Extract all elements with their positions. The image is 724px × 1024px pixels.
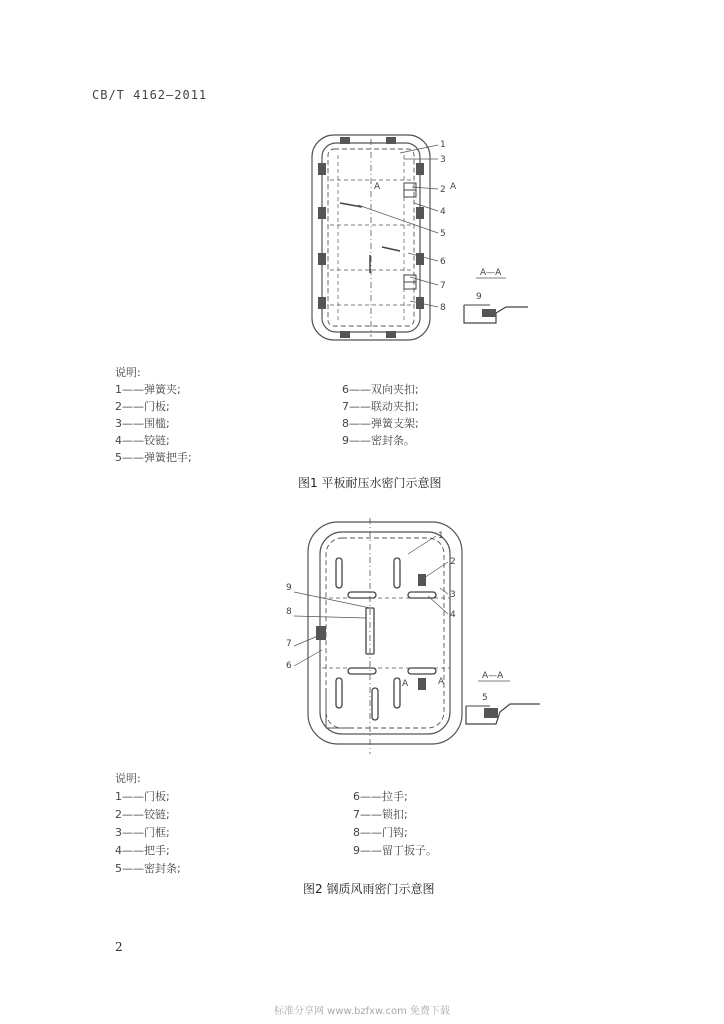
fig2-legend-item: 9——留丁扳子。 [353,844,437,857]
fig2-callout-6: 6 [286,661,292,671]
fig2-legend-item: 5——密封条; [115,862,181,875]
page-number: 2 [115,940,123,954]
fig1-legend-item: 8——弹簧支架; [342,417,419,430]
fig2-callout-8: 8 [286,607,292,617]
fig1-callout-4: 4 [440,207,446,217]
fig1-legend-item: 5——弹簧把手; [115,451,192,464]
fig2-callout-9: 9 [286,583,292,593]
fig1-legend-title: 说明: [115,366,141,379]
fig1-legend-item: 1——弹簧夹; [115,383,181,396]
fig2-callout-3: 3 [450,590,456,600]
fig1-legend-item: 2——门板; [115,400,170,413]
fig1-legend-item: 7——联动夹扣; [342,400,419,413]
fig2-legend-item: 1——门板; [115,790,170,803]
fig2-callout-2: 2 [450,557,456,567]
fig2-caption: 图2 钢质风雨密门示意图 [303,882,435,896]
fig1-legend-item: 6——双向夹扣; [342,383,419,396]
fig2-legend-item: 2——铰链; [115,808,170,821]
fig1-callout-6: 6 [440,257,446,267]
fig1-section-marker: A [450,182,457,192]
fig2-legend-item: 6——拉手; [353,790,408,803]
fig1-callout-3: 3 [440,155,446,165]
fig1-callout-1: 1 [440,140,446,150]
fig2-callout-4: 4 [450,610,456,620]
fig1-caption: 图1 平板耐压水密门示意图 [298,476,442,490]
fig1-legend-item: 9——密封条。 [342,434,415,447]
figure2-drawing [278,518,548,758]
standard-header: CB/T 4162—2011 [92,88,208,102]
fig2-callout-1: 1 [438,531,444,541]
figure1-drawing [300,125,540,347]
fig2-section-callout: 5 [482,693,488,703]
fig1-callout-8: 8 [440,303,446,313]
fig2-callout-7: 7 [286,639,292,649]
fig2-legend-item: 7——锁扣; [353,808,408,821]
fig1-section-label: A—A [480,268,502,278]
fig2-section-marker: A [438,677,445,687]
fig1-legend-item: 3——围槛; [115,417,170,430]
fig2-legend-title: 说明: [115,772,141,785]
fig2-a-label: A [402,679,409,689]
fig1-callout-5: 5 [440,229,446,239]
fig1-a-label: A [374,182,381,192]
fig2-section-label: A—A [482,671,504,681]
fig2-legend-item: 3——门框; [115,826,170,839]
fig2-legend-item: 8——门钩; [353,826,408,839]
fig1-callout-7: 7 [440,281,446,291]
watermark: 标准分享网 www.bzfxw.com 免费下载 [274,1006,450,1017]
fig2-legend-item: 4——把手; [115,844,170,857]
fig1-section-callout: 9 [476,292,482,302]
fig1-legend-item: 4——铰链; [115,434,170,447]
fig1-callout-2: 2 [440,185,446,195]
